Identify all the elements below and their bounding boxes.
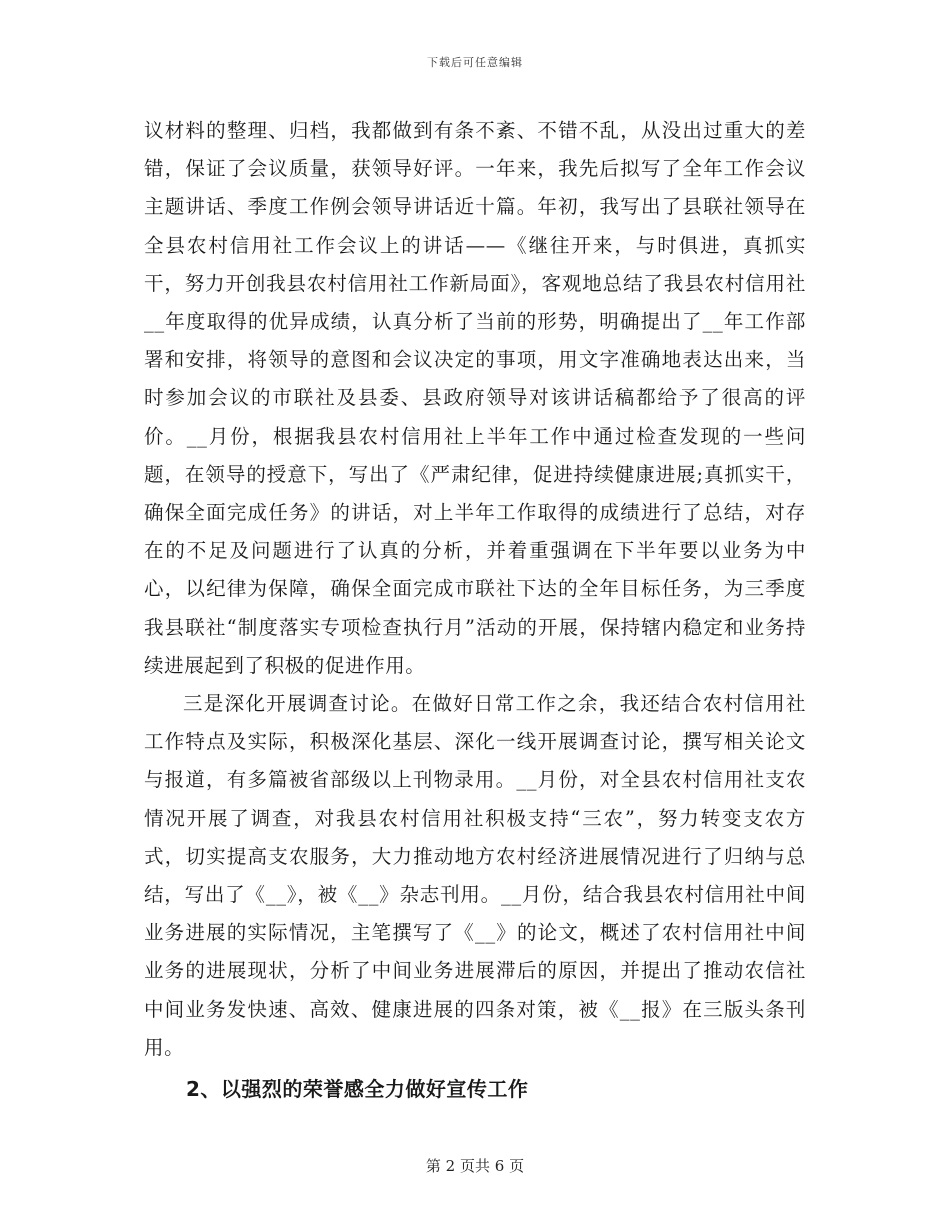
- paragraph-meeting-materials: 议材料的整理、归档，我都做到有条不紊、不错不乱，从没出过重大的差错，保证了会议质量，获领导好评。一年来，我先后拟写了全年工作会议主题讲话、季度工作例会领导讲话近十篇。年初，我写出了县联社领导在全县农村信用社工作会议上的讲话——《继往开来，与时俱进，真抓实干，努力开创我县农村信用社工作新局面》，客观地总结了我县农村信用社__年度取得的优异成绩，认真分析了当前的形势，明确提出了__年工作部署和安排，将领导的意图和会议决定的事项，用文字准确地表达出来，当时参加会议的市联社及县委、县政府领导对该讲话稿都给予了很高的评价。__月份，根据我县农村信用社上半年工作中通过检查发现的一些问题，在领导的授意下，写出了《严肃纪律，促进持续健康进展;真抓实干，确保全面完成任务》的讲话，对上半年工作取得的成绩进行了总结，对存在的不足及问题进行了认真的分析，并着重强调在下半年要以业务为中心，以纪律为保障，确保全面完成市联社下达的全年目标任务，为三季度我县联社“制度落实专项检查执行月”活动的开展，保持辖内稳定和业务持续进展起到了积极的促进作用。: [144, 119, 806, 677]
- paragraph-research-discussion: 三是深化开展调查讨论。在做好日常工作之余，我还结合农村信用社工作特点及实际，积极深化基层、深化一线开展调查讨论，撰写相关论文与报道，有多篇被省部级以上刊物录用。__月份，对全县农村信用社支农情况开展了调查，对我县农村信用社积极支持“三农”，努力转变支农方式，切实提高支农服务，大力推动地方农村经济进展情况进行了归纳与总结，写出了《__》，被《__》杂志刊用。__月份，结合我县农村信用社中间业务进展的实际情况，主笔撰写了《__》的论文，概述了农村信用社中间业务的进展现状，分析了中间业务进展滞后的原因，并提出了推动农信社中间业务发快速、高效、健康进展的四条对策，被《__报》在三版头条刊用。: [144, 692, 806, 1059]
- document-body: [144, 112, 806, 1109]
- section-heading: 2、以强烈的荣誉感全力做好宣传工作: [186, 1077, 529, 1102]
- page-number: 第 2 页共 6 页: [425, 1157, 525, 1175]
- page-header-note: 下载后可任意编辑: [427, 56, 523, 69]
